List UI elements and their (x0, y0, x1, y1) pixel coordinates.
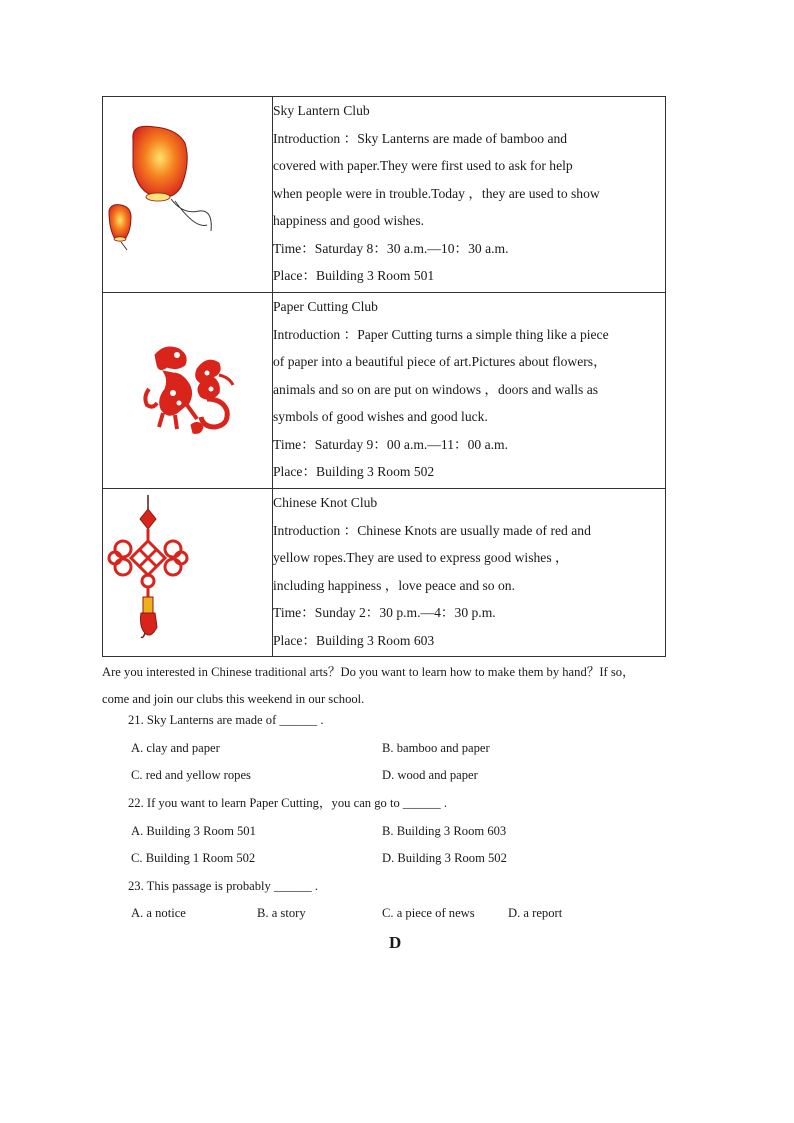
club-row-chinese-knot (103, 489, 666, 657)
club-title: Sky Lantern Club (273, 103, 370, 118)
passage-intro (102, 659, 702, 713)
club-picture-cell (103, 489, 273, 657)
paper-cutting-icon (103, 293, 272, 488)
option-a[interactable]: A. clay and paper (131, 741, 220, 755)
option-b[interactable]: B. a story (257, 906, 306, 920)
club-time: Time：Saturday 8：30 a.m.—10：30 a.m. (273, 240, 509, 256)
option-a[interactable]: A. Building 3 Room 501 (131, 824, 256, 838)
option-c[interactable]: C. red and yellow ropes (131, 768, 251, 782)
club-time: Time：Sunday 2：30 p.m.—4：30 p.m. (273, 605, 496, 620)
option-d[interactable]: D. a report (508, 906, 563, 920)
club-intro-line: happiness and good wishes. (273, 213, 425, 228)
club-row-paper-cutting (103, 293, 666, 489)
club-row-sky-lantern (103, 97, 666, 293)
chinese-knot-icon (103, 489, 272, 656)
club-intro-line: animals and so on are put on windows ，doors and walls as (273, 381, 599, 397)
question-stem: 22. If you want to learn Paper Cutting，you can go to ______ . (128, 796, 447, 810)
option-b[interactable]: B. Building 3 Room 603 (382, 824, 507, 838)
club-place: Place：Building 3 Room 603 (273, 632, 435, 648)
question-stem: 23. This passage is probably ______ . (128, 879, 319, 893)
question-stem: 21. Sky Lanterns are made of ______ . (128, 713, 324, 727)
option-c[interactable]: C. a piece of news (382, 906, 475, 920)
club-intro-line: Introduction ：Chinese Knots are usually made of red and (273, 522, 591, 538)
club-picture-cell (103, 97, 273, 293)
intro-line: Are you interested in Chinese traditional arts？Do you want to learn how to make them by hand？If so， (102, 665, 635, 679)
club-info-cell (273, 489, 666, 657)
option-c[interactable]: C. Building 1 Room 502 (131, 851, 256, 865)
club-intro-line: when people were in trouble.Today ，they are used to show (273, 185, 600, 201)
section-heading: D (389, 933, 402, 952)
club-picture-cell (103, 293, 273, 489)
club-intro-line: including happiness ，love peace and so on. (273, 577, 515, 593)
option-d[interactable]: D. Building 3 Room 502 (382, 851, 507, 865)
sky-lantern-icon (103, 97, 272, 292)
option-d[interactable]: D. wood and paper (382, 768, 478, 782)
intro-line: come and join our clubs this weekend in our school. (102, 692, 365, 706)
club-intro-line: covered with paper.They were first used to ask for help (273, 158, 573, 173)
club-time: Time：Saturday 9：00 a.m.—11：00 a.m. (273, 436, 508, 452)
option-b[interactable]: B. bamboo and paper (382, 741, 490, 755)
club-info-cell (273, 97, 666, 293)
club-title: Paper Cutting Club (273, 299, 378, 314)
club-intro-line: Introduction ：Paper Cutting turns a simple thing like a piece (273, 326, 609, 342)
club-intro-line: Introduction ：Sky Lanterns are made of bamboo and (273, 130, 568, 146)
club-info-cell (273, 293, 666, 489)
club-place: Place：Building 3 Room 501 (273, 268, 435, 283)
club-title: Chinese Knot Club (273, 495, 378, 510)
club-intro-line: yellow ropes.They are used to express good wishes ， (273, 550, 569, 565)
club-intro-line: of paper into a beautiful piece of art.Pictures about flowers， (273, 354, 607, 369)
club-intro-line: symbols of good wishes and good luck. (273, 409, 488, 424)
option-a[interactable]: A. a notice (131, 906, 186, 920)
club-place: Place：Building 3 Room 502 (273, 464, 435, 479)
clubs-table (102, 96, 666, 657)
